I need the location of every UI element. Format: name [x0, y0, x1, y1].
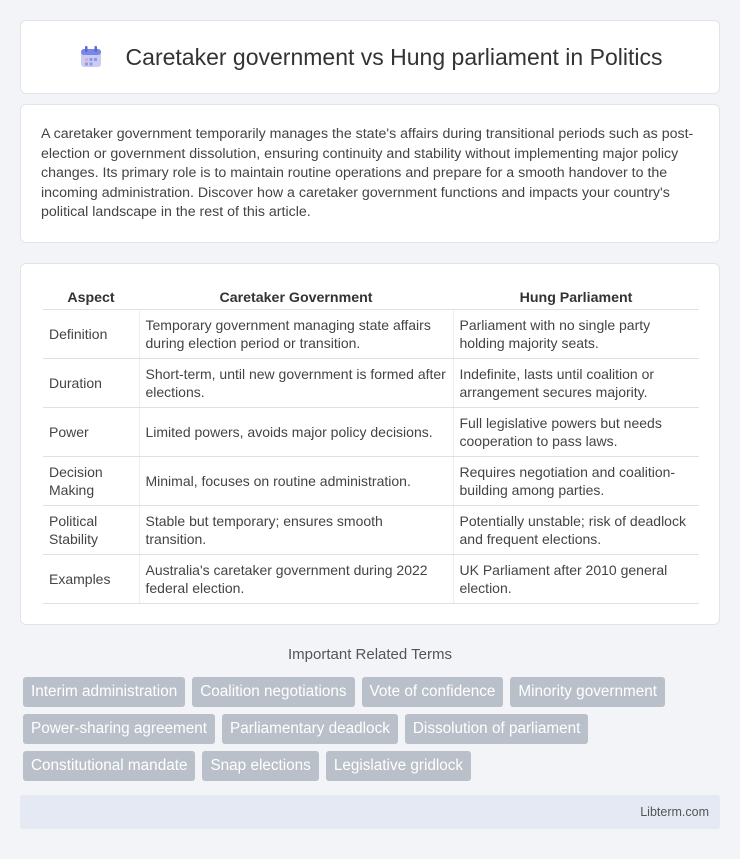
related-term-tag[interactable]: Parliamentary deadlock: [222, 714, 398, 744]
table-row: [43, 555, 699, 604]
related-term-tag[interactable]: Coalition negotiations: [192, 677, 354, 707]
related-term-tag[interactable]: Snap elections: [202, 751, 318, 781]
row-hung: Parliament with no single party holding majority seats.: [453, 310, 699, 359]
table-row: [43, 310, 699, 359]
row-aspect: Definition: [43, 310, 139, 359]
row-hung: Full legislative powers but needs cooperation to pass laws.: [453, 408, 699, 457]
row-caretaker: Temporary government managing state affairs during election period or transition.: [139, 310, 453, 359]
header-aspect: Aspect: [43, 284, 139, 310]
row-hung: UK Parliament after 2010 general election.: [453, 555, 699, 604]
related-term-tag[interactable]: Legislative gridlock: [326, 751, 471, 781]
table-row: [43, 359, 699, 408]
row-hung: Requires negotiation and coalition-building among parties.: [453, 457, 699, 506]
table-header-row: [43, 284, 699, 310]
related-terms-list: [23, 677, 723, 788]
row-aspect: Examples: [43, 555, 139, 604]
related-term-tag[interactable]: Constitutional mandate: [23, 751, 195, 781]
related-term-tag[interactable]: Vote of confidence: [362, 677, 504, 707]
related-term-tag[interactable]: Interim administration: [23, 677, 185, 707]
calendar-icon: [78, 44, 104, 70]
related-term-tag[interactable]: Dissolution of parliament: [405, 714, 589, 744]
header-card: [20, 20, 720, 94]
page-title: Caretaker government vs Hung parliament in Politics: [125, 43, 663, 70]
row-caretaker: Minimal, focuses on routine administration.: [139, 457, 453, 506]
footer: [20, 795, 720, 829]
intro-text: A caretaker government temporarily manages the state's affairs during transitional periods such as post-election or government dissolution, ensuring continuity and stability without implementing major policy changes. Its primary role is to maintain routine operations and prepare for a smooth handover to the incoming administration. Discover how a caretaker government functions and impacts your country's political landscape in the rest of this article.: [41, 126, 694, 221]
row-caretaker: Stable but temporary; ensures smooth transition.: [139, 506, 453, 555]
row-caretaker: Short-term, until new government is formed after elections.: [139, 359, 453, 408]
table-row: [43, 506, 699, 555]
related-terms-title: Important Related Terms: [288, 646, 452, 663]
row-aspect: Political Stability: [43, 506, 139, 555]
related-term-tag[interactable]: Minority government: [510, 677, 665, 707]
footer-site-link[interactable]: Libterm.com: [640, 805, 709, 819]
intro-card: [20, 104, 720, 243]
header-caretaker: Caretaker Government: [139, 284, 453, 310]
table-row: [43, 457, 699, 506]
row-hung: Potentially unstable; risk of deadlock and frequent elections.: [453, 506, 699, 555]
row-caretaker: Australia's caretaker government during 2022 federal election.: [139, 555, 453, 604]
row-aspect: Duration: [43, 359, 139, 408]
row-aspect: Decision Making: [43, 457, 139, 506]
header-hung: Hung Parliament: [453, 284, 699, 310]
related-term-tag[interactable]: Power-sharing agreement: [23, 714, 215, 744]
row-aspect: Power: [43, 408, 139, 457]
table-row: [43, 408, 699, 457]
comparison-card: [20, 263, 720, 625]
row-hung: Indefinite, lasts until coalition or arrangement secures majority.: [453, 359, 699, 408]
row-caretaker: Limited powers, avoids major policy decisions.: [139, 408, 453, 457]
comparison-table: [43, 284, 699, 604]
